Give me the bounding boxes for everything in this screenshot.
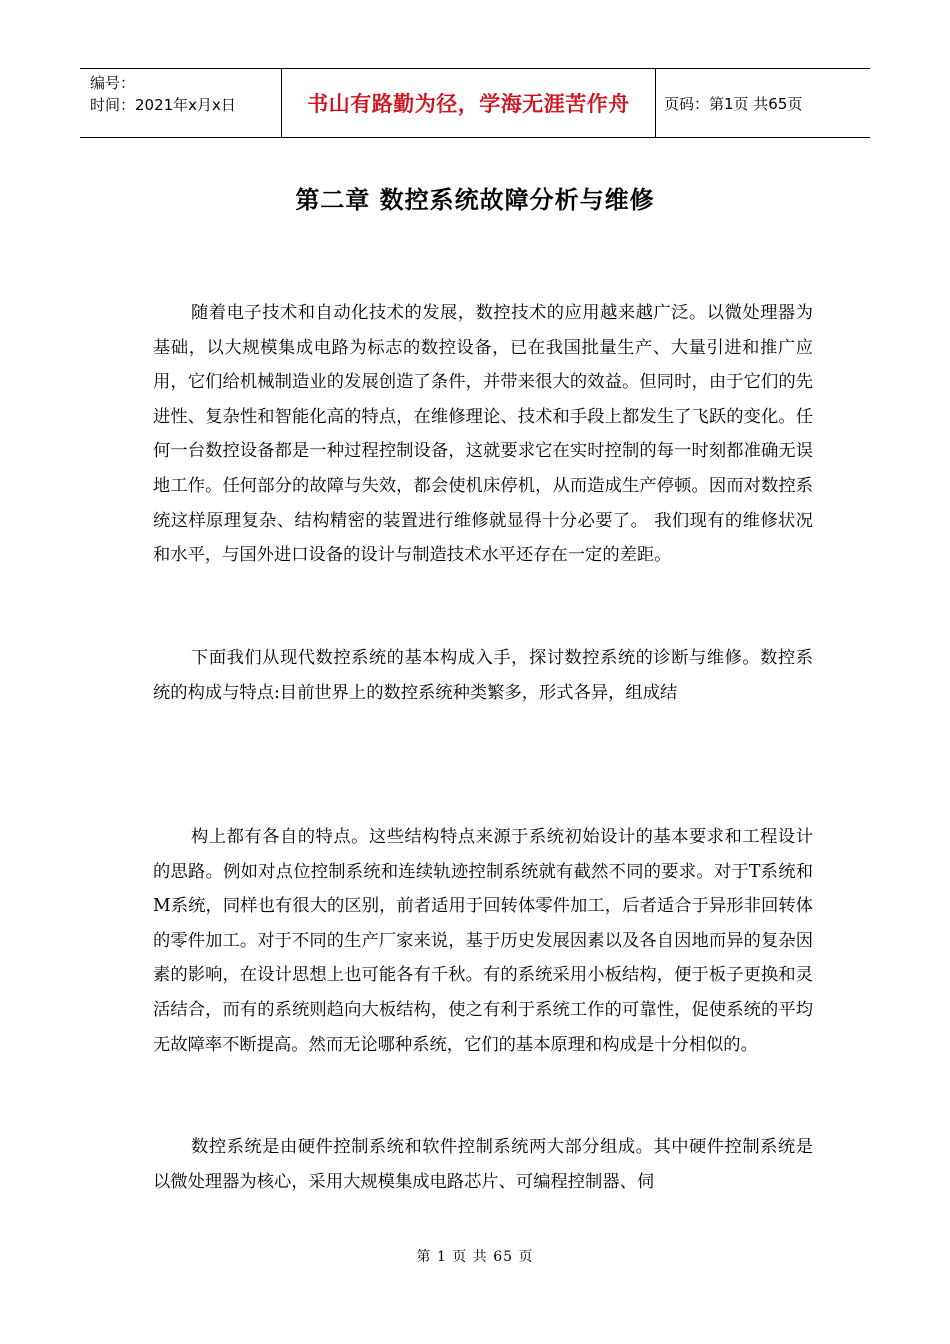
header-motto: 书山有路勤为径，学海无涯苦作舟 xyxy=(281,69,656,137)
header-meta xyxy=(80,69,281,137)
paragraph: 构上都有各自的特点。这些结构特点来源于系统初始设计的基本要求和工程设计的思路。例如对点位控制系统和连续轨迹控制系统就有截然不同的要求。对于T系统和M系统，同样也有很大的区别，前者适用于回转体零件加工，后者适合于异形非回转体的零件加工。对于不同的生产厂家来说，基于历史发展因素以及各自因地而异的复杂因素的影响，在设计思想上也可能各有千秋。有的系统采用小板结构，便于板子更换和灵活结合，而有的系统则趋向大板结构，使之有利于系统工作的可靠性，促使系统的平均无故障率不断提高。然而无论哪种系统，它们的基本原理和构成是十分相似的。 xyxy=(153,827,813,1055)
chapter-title: 第二章 数控系统故障分析与维修 xyxy=(295,186,655,214)
page-header xyxy=(80,68,870,138)
date-label: 时间：2021年x月x日 xyxy=(90,96,236,114)
paragraph: 随着电子技术和自动化技术的发展，数控技术的应用越来越广泛。以微处理器为基础，以大规模集成电路为标志的数控设备，已在我国批量生产、大量引进和推广应用，它们给机械制造业的发展创造了条件，并带来很大的效益。但同时，由于它们的先进性、复杂性和智能化高的特点，在维修理论、技术和手段上都发生了飞跃的变化。任何一台数控设备都是一种过程控制设备，这就要求它在实时控制的每一时刻都准确无误地工作。任何部分的故障与失效，都会使机床停机，从而造成生产停顿。因而对数控系统这样原理复杂、结构精密的装置进行维修就显得十分必要了。 我们现有的维修状况和水平，与国外进口设备的设计与制造技术水平还存在一定的差距。 xyxy=(153,303,813,566)
number-label: 编号： xyxy=(90,74,136,92)
header-page-info: 页码：第1页 共65页 xyxy=(664,94,803,113)
page-footer: 第 1 页 共 65 页 xyxy=(416,1249,534,1265)
paragraph: 下面我们从现代数控系统的基本构成入手，探讨数控系统的诊断与维修。数控系统的构成与特点:目前世界上的数控系统种类繁多，形式各异，组成结 xyxy=(153,648,813,703)
paragraph: 数控系统是由硬件控制系统和软件控制系统两大部分组成。其中硬件控制系统是以微处理器为核心，采用大规模集成电路芯片、可编程控制器、伺 xyxy=(153,1137,813,1192)
